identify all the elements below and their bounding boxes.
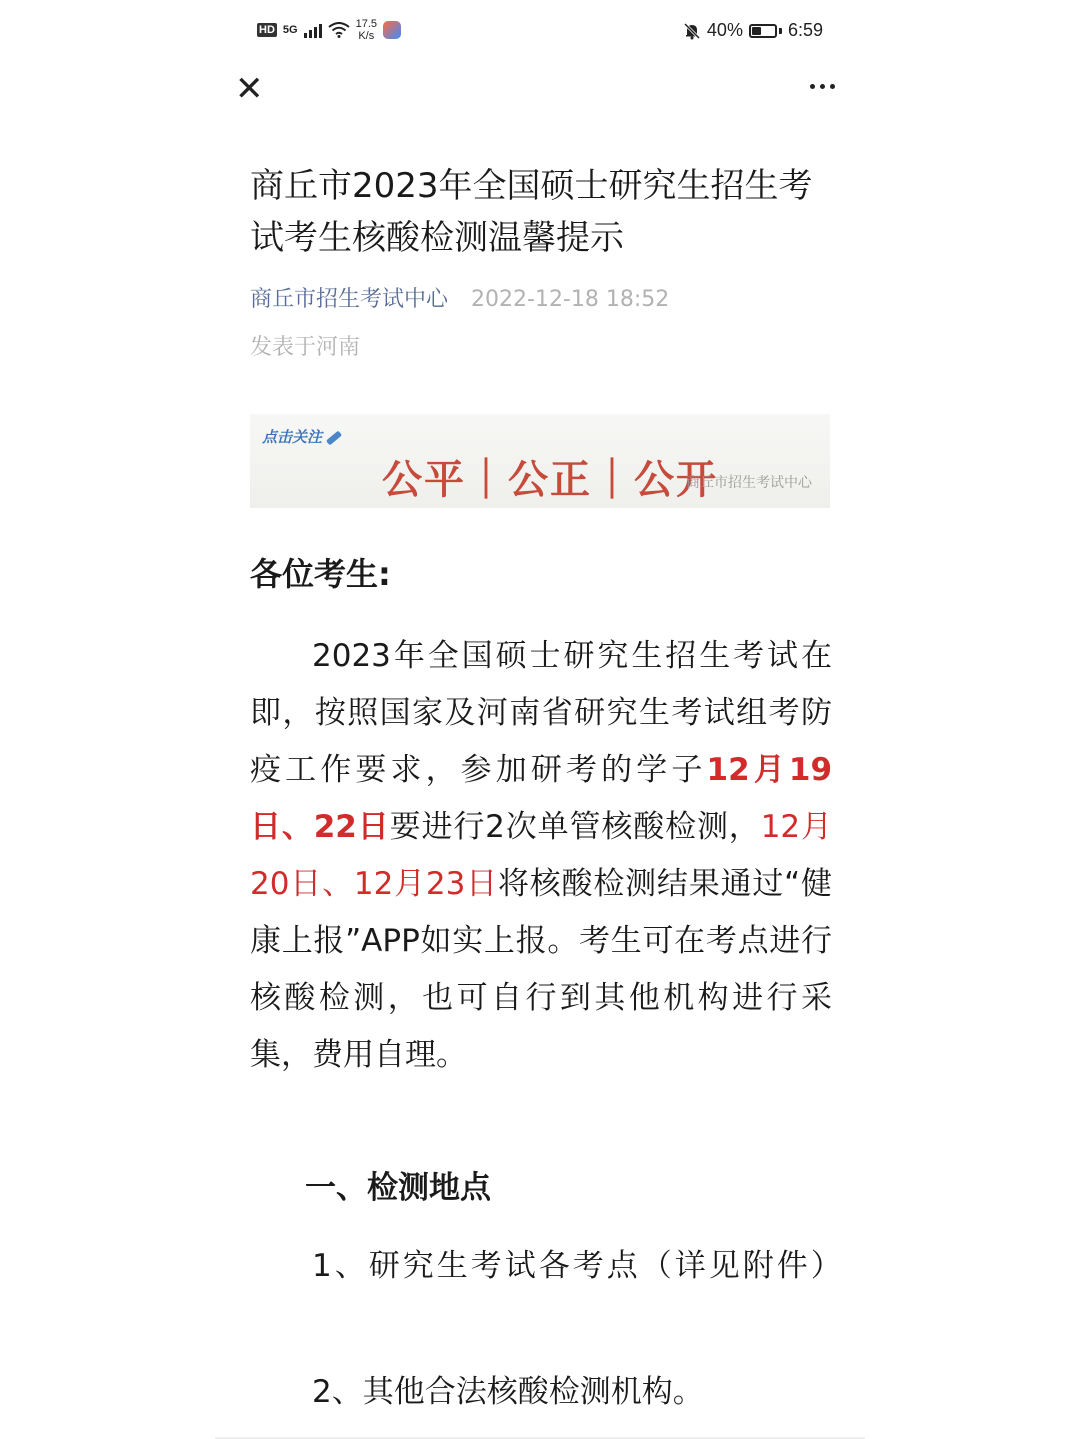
net-speed-unit: K/s [358,30,375,42]
more-icon[interactable] [810,84,835,89]
battery-percent: 40% [706,20,743,40]
article-source-link[interactable]: 商丘市招生考试中心 [250,287,449,312]
status-right [683,20,823,41]
app-notification-icon [383,21,401,39]
list-item: 2、其他合法核酸检测机构。 [312,1374,704,1410]
section-title: 一、检测地点 [305,1170,491,1206]
para-date-highlight-1: 12月19日、22日 [250,752,833,845]
network-label: 5G [282,24,298,36]
para-text-1: 2023年全国硕士研究生招生考试在即，按照国家及河南省研究生考试组考防疫工作要求，参加研考的学子 [250,638,832,788]
status-left [257,18,401,42]
wifi-icon [328,22,350,38]
banner-image[interactable] [250,414,830,508]
banner-slogan: 公平｜公正｜公开 [382,456,718,503]
mute-bell-icon [683,22,701,40]
battery-tip [779,28,782,34]
banner-watermark: 商丘市招生考试中心 [686,475,812,491]
list-item: 1、研究生考试各考点（详见附件） [312,1248,845,1284]
article-location: 发表于河南 [250,335,361,360]
close-icon[interactable]: ✕ [235,69,264,109]
greeting: 各位考生: [250,555,391,593]
article-datetime: 2022-12-18 18:52 [471,287,670,312]
para-text-2: 要进行2次单管核酸检测， [389,809,761,845]
hd-badge: HD [259,24,275,36]
article-meta [250,280,669,320]
net-speed [356,18,377,42]
battery-icon [749,24,777,38]
battery-fill [752,27,761,35]
article-title: 商丘市2023年全国硕士研究生招生考试考生核酸检测温馨提示 [250,166,813,258]
clock: 6:59 [787,20,823,40]
status-bar [215,0,865,62]
phone-screen [215,0,865,1439]
para-date-highlight-2: 12月20日、12月23日 [250,809,832,902]
banner-follow [262,426,342,447]
net-speed-value: 17.5 [355,18,377,30]
intro-paragraph [250,628,832,1084]
pen-icon [326,431,342,446]
banner-follow-label: 点击关注 [262,428,323,446]
para-text-3: 将核酸检测结果通过“健康上报”APP如实上报。考生可在考点进行核酸检测，也可自行到其他机构进行采集，费用自理。 [250,866,832,1073]
signal-icon [304,22,322,38]
